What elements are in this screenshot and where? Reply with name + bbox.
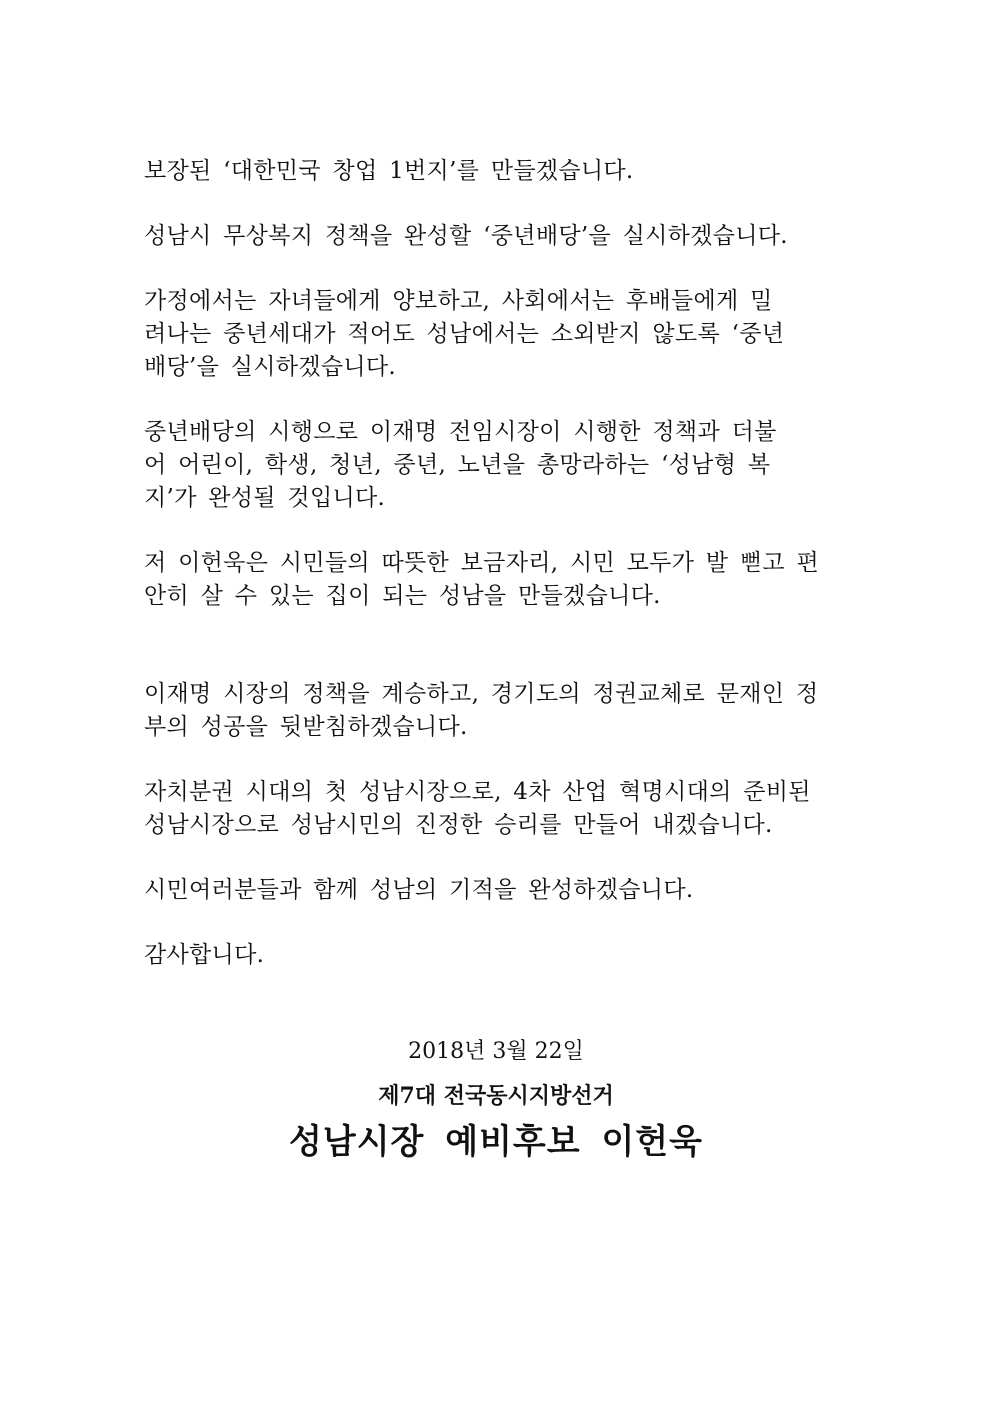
text-line: 지’가 완성될 것입니다. [144, 485, 386, 511]
paragraph-policy-succession [144, 678, 850, 744]
paragraph-middle-age-dividend-intro [144, 220, 850, 253]
text-line: 중년배당의 시행으로 이재명 전임시장이 시행한 정책과 더불 [144, 419, 777, 445]
paragraph-autonomy-era [144, 776, 850, 842]
paragraph-seongnam-welfare [144, 416, 850, 515]
speech-body [144, 155, 850, 1004]
text-line: 자치분권 시대의 첫 성남시장으로, 4차 산업 혁명시대의 준비된 [144, 779, 811, 805]
paragraph-startup-hub [144, 155, 850, 188]
text-line: 려나는 중년세대가 적어도 성남에서는 소외받지 않도록 ‘중년 [144, 321, 785, 347]
text-line: 감사합니다. [144, 942, 265, 968]
text-line: 안히 살 수 있는 집이 되는 성남을 만들겠습니다. [144, 583, 661, 609]
text-line: 저 이헌욱은 시민들의 따뜻한 보금자리, 시민 모두가 발 뻗고 편 [144, 550, 820, 576]
text-line: 이재명 시장의 정책을 계승하고, 경기도의 정권교체로 문재인 정 [144, 681, 819, 707]
paragraph-thanks [144, 939, 850, 972]
paragraph-miracle [144, 874, 850, 907]
signature-candidate: 성남시장 예비후보 이헌욱 [289, 1122, 703, 1162]
text-line: 어 어린이, 학생, 청년, 중년, 노년을 총망라하는 ‘성남형 복 [144, 452, 771, 478]
paragraph-middle-age-generation [144, 285, 850, 384]
signature-date: 2018년 3월 22일 [408, 1039, 584, 1064]
text-line: 배당’을 실시하겠습니다. [144, 354, 397, 380]
text-line: 부의 성공을 뒷받침하겠습니다. [144, 714, 468, 740]
text-line: 보장된 ‘대한민국 창업 1번지’를 만들겠습니다. [144, 158, 634, 184]
paragraph-citizen-home [144, 547, 850, 613]
signature-election: 제7대 전국동시지방선거 [378, 1083, 614, 1109]
text-line: 성남시장으로 성남시민의 진정한 승리를 만들어 내겠습니다. [144, 812, 773, 838]
text-line: 시민여러분들과 함께 성남의 기적을 완성하겠습니다. [144, 877, 694, 903]
text-line: 성남시 무상복지 정책을 완성할 ‘중년배당’을 실시하겠습니다. [144, 223, 788, 249]
text-line: 가정에서는 자녀들에게 양보하고, 사회에서는 후배들에게 밀 [144, 288, 773, 314]
